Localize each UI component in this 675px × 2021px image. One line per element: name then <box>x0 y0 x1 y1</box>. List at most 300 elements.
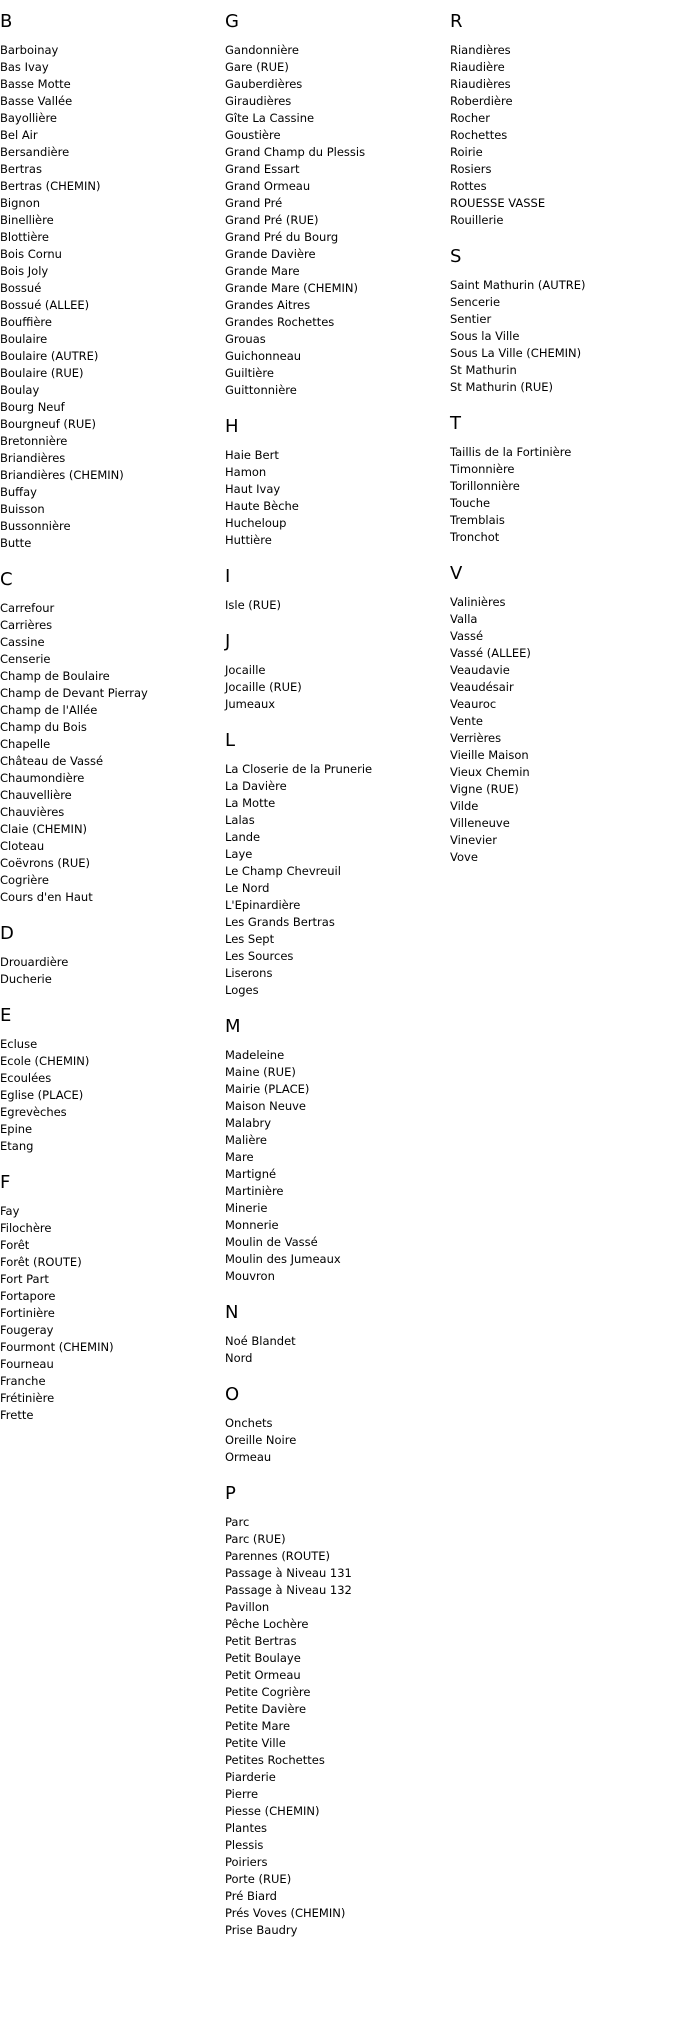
place-link[interactable]: Hucheloup <box>225 516 287 530</box>
place-link[interactable]: Valinières <box>450 595 506 609</box>
place-link[interactable]: Grande Mare (CHEMIN) <box>225 281 359 295</box>
place-link[interactable]: Bois Joly <box>0 264 49 278</box>
place-list <box>225 1333 450 1367</box>
place-link[interactable]: Piarderie <box>225 1770 276 1784</box>
list-item <box>225 93 450 110</box>
list-item <box>225 1701 450 1718</box>
list-item <box>225 931 450 948</box>
place-link[interactable]: Villeneuve <box>450 816 510 830</box>
place-link[interactable]: Bossué (ALLEE) <box>0 298 90 312</box>
place-link[interactable]: Plantes <box>225 1821 268 1835</box>
place-link[interactable]: Verrières <box>450 731 502 745</box>
place-link[interactable]: Moulin de Vassé <box>225 1235 318 1249</box>
place-link[interactable]: Petit Bertras <box>225 1634 297 1648</box>
place-link[interactable]: La Closerie de la Prunerie <box>225 762 373 776</box>
place-link[interactable]: Le Champ Chevreuil <box>225 864 341 878</box>
list-item <box>225 1888 450 1905</box>
place-link[interactable]: Eglise (PLACE) <box>0 1088 84 1102</box>
place-link[interactable]: Mouvron <box>225 1269 275 1283</box>
list-item <box>450 478 675 495</box>
place-link[interactable]: Bois Cornu <box>0 247 62 261</box>
list-item <box>0 331 225 348</box>
place-list <box>450 444 675 546</box>
place-link[interactable]: Pêche Lochère <box>225 1617 309 1631</box>
place-link[interactable]: St Mathurin (RUE) <box>450 380 554 394</box>
list-item <box>450 713 675 730</box>
letter-group <box>450 564 675 866</box>
place-link[interactable]: Jocaille <box>225 663 266 677</box>
list-item <box>225 246 450 263</box>
place-link[interactable]: Bersandière <box>0 145 70 159</box>
place-link[interactable]: Malabry <box>225 1116 272 1130</box>
place-link[interactable]: Champ de Boulaire <box>0 669 110 683</box>
letter-group <box>225 1303 450 1367</box>
place-link[interactable]: Briandières (CHEMIN) <box>0 468 124 482</box>
group-letter-heading: C <box>0 569 13 590</box>
list-item <box>225 1616 450 1633</box>
list-item <box>225 59 450 76</box>
list-item <box>0 872 225 889</box>
place-link[interactable]: Hamon <box>225 465 267 479</box>
place-link[interactable]: La Motte <box>225 796 276 810</box>
place-link[interactable]: Lalas <box>225 813 255 827</box>
place-link[interactable]: Vieille Maison <box>450 748 529 762</box>
place-link[interactable]: Buisson <box>0 502 45 516</box>
list-item <box>450 277 675 294</box>
list-item <box>450 815 675 832</box>
place-link[interactable]: Basse Motte <box>0 77 71 91</box>
place-link[interactable]: Etang <box>0 1139 34 1153</box>
place-link[interactable]: Goustière <box>225 128 281 142</box>
place-link[interactable]: Bretonnière <box>0 434 68 448</box>
place-link[interactable]: Madeleine <box>225 1048 285 1062</box>
place-link[interactable]: Gare (RUE) <box>225 60 289 74</box>
list-item <box>450 93 675 110</box>
place-link[interactable]: Franche <box>0 1374 46 1388</box>
place-link[interactable]: Petites Rochettes <box>225 1753 325 1767</box>
place-list <box>450 594 675 866</box>
list-item <box>0 161 225 178</box>
place-link[interactable]: Petit Ormeau <box>225 1668 301 1682</box>
place-link[interactable]: Coëvrons (RUE) <box>0 856 91 870</box>
list-item <box>225 314 450 331</box>
place-link[interactable]: Riaudière <box>450 60 505 74</box>
place-link[interactable]: Monnerie <box>225 1218 279 1232</box>
place-link[interactable]: Boulaire <box>0 332 48 346</box>
place-link[interactable]: Prés Voves (CHEMIN) <box>225 1906 346 1920</box>
letter-group <box>0 1173 225 1424</box>
place-link[interactable]: Vigne (RUE) <box>450 782 519 796</box>
list-item <box>225 1548 450 1565</box>
list-item <box>0 600 225 617</box>
place-link[interactable]: Liserons <box>225 966 273 980</box>
place-link[interactable]: Bignon <box>0 196 40 210</box>
place-link[interactable]: Loges <box>225 983 259 997</box>
list-item <box>225 1684 450 1701</box>
list-item <box>0 501 225 518</box>
place-link[interactable]: Boulay <box>0 383 40 397</box>
list-item <box>225 761 450 778</box>
place-link[interactable]: Riandières <box>450 43 511 57</box>
place-link[interactable]: Parc <box>225 1515 250 1529</box>
place-link[interactable]: Fourmont (CHEMIN) <box>0 1340 114 1354</box>
place-link[interactable]: Ormeau <box>225 1450 272 1464</box>
place-link[interactable]: Grandes Aitres <box>225 298 311 312</box>
list-item <box>225 1922 450 1939</box>
place-link[interactable]: Boulaire (RUE) <box>0 366 84 380</box>
list-item <box>0 1356 225 1373</box>
place-link[interactable]: Poiriers <box>225 1855 268 1869</box>
place-link[interactable]: Censerie <box>0 652 51 666</box>
place-link[interactable]: Martigné <box>225 1167 277 1181</box>
place-link[interactable]: Vove <box>450 850 478 864</box>
list-item <box>0 1203 225 1220</box>
place-link[interactable]: Forêt <box>0 1238 30 1252</box>
place-link[interactable]: Grand Pré (RUE) <box>225 213 319 227</box>
place-link[interactable]: Les Sources <box>225 949 294 963</box>
place-link[interactable]: Champ du Bois <box>0 720 87 734</box>
list-item <box>225 1905 450 1922</box>
place-link[interactable]: Fourneau <box>0 1357 54 1371</box>
place-link[interactable]: Grouas <box>225 332 266 346</box>
place-link[interactable]: Prise Baudry <box>225 1923 298 1937</box>
place-link[interactable]: Veauroc <box>450 697 497 711</box>
place-link[interactable]: Bouffière <box>0 315 52 329</box>
place-link[interactable]: Maison Neuve <box>225 1099 306 1113</box>
place-link[interactable]: Les Sept <box>225 932 275 946</box>
place-link[interactable]: Ecoulées <box>0 1071 52 1085</box>
index-column-3 <box>450 12 675 884</box>
letter-group <box>225 632 450 713</box>
place-link[interactable]: Fougeray <box>0 1323 54 1337</box>
place-link[interactable]: Claie (CHEMIN) <box>0 822 88 836</box>
list-item <box>225 597 450 614</box>
place-link[interactable]: ROUESSE VASSE <box>450 196 546 210</box>
place-link[interactable]: L'Epinardière <box>225 898 301 912</box>
list-item <box>450 679 675 696</box>
list-item <box>225 1531 450 1548</box>
list-item <box>450 512 675 529</box>
place-link[interactable]: Parennes (ROUTE) <box>225 1549 331 1563</box>
place-link[interactable]: Passage à Niveau 131 <box>225 1566 352 1580</box>
place-link[interactable]: Huttière <box>225 533 272 547</box>
list-item <box>225 42 450 59</box>
place-link[interactable]: Rocher <box>450 111 490 125</box>
place-link[interactable]: Grand Pré <box>225 196 283 210</box>
place-link[interactable]: Boulaire (AUTRE) <box>0 349 99 363</box>
place-link[interactable]: Cogrière <box>0 873 49 887</box>
letter-group <box>0 924 225 988</box>
place-link[interactable]: Bourg Neuf <box>0 400 65 414</box>
place-link[interactable]: Vieux Chemin <box>450 765 530 779</box>
group-letter-heading: I <box>225 566 231 587</box>
list-item <box>0 719 225 736</box>
place-link[interactable]: Haut Ivay <box>225 482 281 496</box>
list-item <box>450 379 675 396</box>
list-item <box>225 1633 450 1650</box>
place-link[interactable]: Gandonnière <box>225 43 299 57</box>
place-link[interactable]: Passage à Niveau 132 <box>225 1583 352 1597</box>
list-item <box>225 1854 450 1871</box>
place-link[interactable]: Barboinay <box>0 43 59 57</box>
place-link[interactable]: Haute Bèche <box>225 499 299 513</box>
list-item <box>0 433 225 450</box>
list-item <box>225 778 450 795</box>
place-list <box>225 447 450 549</box>
place-link[interactable]: Mare <box>225 1150 254 1164</box>
place-link[interactable]: Frétinière <box>0 1391 55 1405</box>
place-link[interactable]: Guiltière <box>225 366 274 380</box>
place-link[interactable]: Butte <box>0 536 32 550</box>
place-link[interactable]: Piesse (CHEMIN) <box>225 1804 320 1818</box>
place-link[interactable]: Minerie <box>225 1201 268 1215</box>
place-link[interactable]: Blottière <box>0 230 49 244</box>
place-link[interactable]: Rosiers <box>450 162 492 176</box>
place-link[interactable]: Grand Champ du Plessis <box>225 145 366 159</box>
list-item <box>0 1138 225 1155</box>
place-link[interactable]: Grand Ormeau <box>225 179 311 193</box>
place-link[interactable]: Petite Davière <box>225 1702 307 1716</box>
place-link[interactable]: Martinière <box>225 1184 284 1198</box>
place-link[interactable]: Gîte La Cassine <box>225 111 315 125</box>
list-item <box>0 1070 225 1087</box>
list-item <box>450 59 675 76</box>
place-link[interactable]: Vilde <box>450 799 479 813</box>
place-link[interactable]: Parc (RUE) <box>225 1532 286 1546</box>
list-item <box>0 1305 225 1322</box>
place-link[interactable]: Chaumondière <box>0 771 85 785</box>
place-link[interactable]: Briandières <box>0 451 66 465</box>
place-link[interactable]: Rottes <box>450 179 487 193</box>
place-link[interactable]: Vassé <box>450 629 484 643</box>
list-item <box>0 382 225 399</box>
place-link[interactable]: Binellière <box>0 213 54 227</box>
place-link[interactable]: Sencerie <box>450 295 501 309</box>
place-list <box>450 277 675 396</box>
list-item <box>450 345 675 362</box>
list-item <box>225 348 450 365</box>
place-link[interactable]: Fortinière <box>0 1306 55 1320</box>
list-item <box>225 812 450 829</box>
place-link[interactable]: Pré Biard <box>225 1889 277 1903</box>
place-link[interactable]: Plessis <box>225 1838 264 1852</box>
list-item <box>0 127 225 144</box>
place-link[interactable]: Le Nord <box>225 881 270 895</box>
place-link[interactable]: Porte (RUE) <box>225 1872 292 1886</box>
place-link[interactable]: Onchets <box>225 1416 273 1430</box>
place-link[interactable]: Malière <box>225 1133 267 1147</box>
place-link[interactable]: Grande Davière <box>225 247 316 261</box>
list-item <box>0 971 225 988</box>
place-link[interactable]: Forêt (ROUTE) <box>0 1255 82 1269</box>
place-link[interactable]: Fortapore <box>0 1289 56 1303</box>
list-item <box>450 110 675 127</box>
place-link[interactable]: Filochère <box>0 1221 52 1235</box>
list-item <box>225 1098 450 1115</box>
place-link[interactable]: Bussonnière <box>0 519 71 533</box>
place-link[interactable]: Champ de Devant Pierray <box>0 686 148 700</box>
place-link[interactable]: Carrières <box>0 618 53 632</box>
place-link[interactable]: Grand Pré du Bourg <box>225 230 339 244</box>
list-item <box>225 515 450 532</box>
place-link[interactable]: Chapelle <box>0 737 51 751</box>
place-link[interactable]: Timonnière <box>450 462 515 476</box>
list-item <box>450 628 675 645</box>
list-item <box>225 178 450 195</box>
place-link[interactable]: Bourgneuf (RUE) <box>0 417 97 431</box>
list-item <box>225 1183 450 1200</box>
place-link[interactable]: Champ de l'Allée <box>0 703 98 717</box>
list-item <box>225 982 450 999</box>
list-item <box>225 481 450 498</box>
place-link[interactable]: Grand Essart <box>225 162 300 176</box>
place-link[interactable]: Jumeaux <box>225 697 276 711</box>
place-link[interactable]: Tremblais <box>450 513 505 527</box>
place-list <box>0 1036 225 1155</box>
list-item <box>0 1390 225 1407</box>
place-list <box>0 954 225 988</box>
place-link[interactable]: Bayollière <box>0 111 57 125</box>
place-link[interactable]: Egrevèches <box>0 1105 67 1119</box>
list-item <box>0 1271 225 1288</box>
list-item <box>225 144 450 161</box>
place-link[interactable]: Ecole (CHEMIN) <box>0 1054 90 1068</box>
place-link[interactable]: Petite Cogrière <box>225 1685 311 1699</box>
place-link[interactable]: Epine <box>0 1122 33 1136</box>
place-link[interactable]: Pierre <box>225 1787 259 1801</box>
place-link[interactable]: Fay <box>0 1204 20 1218</box>
place-link[interactable]: Roirie <box>450 145 483 159</box>
place-link[interactable]: Moulin des Jumeaux <box>225 1252 341 1266</box>
place-link[interactable]: Tronchot <box>450 530 500 544</box>
place-link[interactable]: Haie Bert <box>225 448 279 462</box>
place-link[interactable]: Bertras <box>0 162 42 176</box>
place-link[interactable]: Touche <box>450 496 491 510</box>
place-link[interactable]: Laye <box>225 847 253 861</box>
place-link[interactable]: Roberdière <box>450 94 513 108</box>
place-link[interactable]: Gauberdières <box>225 77 303 91</box>
place-link[interactable]: Rochettes <box>450 128 508 142</box>
list-item <box>225 1735 450 1752</box>
place-link[interactable]: Guichonneau <box>225 349 302 363</box>
place-link[interactable]: La Davière <box>225 779 287 793</box>
place-link[interactable]: Oreille Noire <box>225 1433 297 1447</box>
list-item <box>450 127 675 144</box>
place-link[interactable]: Veaudésair <box>450 680 514 694</box>
place-link[interactable]: Noé Blandet <box>225 1334 296 1348</box>
list-item <box>0 229 225 246</box>
place-link[interactable]: Cours d'en Haut <box>0 890 93 904</box>
list-item <box>225 1115 450 1132</box>
place-link[interactable]: Valla <box>450 612 478 626</box>
place-link[interactable]: Rouillerie <box>450 213 504 227</box>
group-letter-heading: B <box>0 11 13 32</box>
place-link[interactable]: Sous la Ville <box>450 329 520 343</box>
place-link[interactable]: Bas Ivay <box>0 60 49 74</box>
group-letter-heading: L <box>225 730 236 751</box>
place-link[interactable]: Taillis de la Fortinière <box>450 445 572 459</box>
place-link[interactable]: Veaudavie <box>450 663 510 677</box>
place-link[interactable]: Les Grands Bertras <box>225 915 335 929</box>
list-item <box>0 178 225 195</box>
place-list <box>450 42 675 229</box>
list-item <box>0 144 225 161</box>
place-link[interactable]: Torillonnière <box>450 479 520 493</box>
place-link[interactable]: Cassine <box>0 635 45 649</box>
place-link[interactable]: Bossué <box>0 281 42 295</box>
list-item <box>0 1036 225 1053</box>
list-item <box>0 1053 225 1070</box>
place-link[interactable]: Vente <box>450 714 483 728</box>
list-item <box>0 314 225 331</box>
place-link[interactable]: Jocaille (RUE) <box>225 680 302 694</box>
place-link[interactable]: Pavillon <box>225 1600 270 1614</box>
place-link[interactable]: Maine (RUE) <box>225 1065 296 1079</box>
place-link[interactable]: Sous La Ville (CHEMIN) <box>450 346 582 360</box>
list-item <box>450 832 675 849</box>
place-link[interactable]: Ducherie <box>0 972 52 986</box>
list-item <box>0 280 225 297</box>
letter-group <box>225 567 450 614</box>
place-link[interactable]: Guittonnière <box>225 383 297 397</box>
list-item <box>450 798 675 815</box>
place-link[interactable]: Mairie (PLACE) <box>225 1082 310 1096</box>
place-link[interactable]: Sentier <box>450 312 492 326</box>
place-link[interactable]: Frette <box>0 1408 34 1422</box>
place-link[interactable]: Basse Vallée <box>0 94 73 108</box>
list-item <box>0 59 225 76</box>
place-link[interactable]: Ecluse <box>0 1037 38 1051</box>
place-link[interactable]: St Mathurin <box>450 363 517 377</box>
place-link[interactable]: Drouardière <box>0 955 69 969</box>
place-link[interactable]: Petite Ville <box>225 1736 286 1750</box>
place-link[interactable]: Château de Vassé <box>0 754 104 768</box>
letter-group <box>225 12 450 399</box>
list-item <box>225 1449 450 1466</box>
place-link[interactable]: Grandes Rochettes <box>225 315 335 329</box>
place-link[interactable]: Petite Mare <box>225 1719 291 1733</box>
place-link[interactable]: Chauvellière <box>0 788 72 802</box>
place-link[interactable]: Fort Part <box>0 1272 49 1286</box>
place-link[interactable]: Buffay <box>0 485 37 499</box>
group-letter-heading: R <box>450 11 463 32</box>
place-link[interactable]: Lande <box>225 830 261 844</box>
place-link[interactable]: Vassé (ALLEE) <box>450 646 531 660</box>
place-link[interactable]: Petit Boulaye <box>225 1651 301 1665</box>
place-link[interactable]: Isle (RUE) <box>225 598 281 612</box>
list-item <box>450 294 675 311</box>
list-item <box>0 535 225 552</box>
group-letter-heading: D <box>0 923 14 944</box>
place-link[interactable]: Cloteau <box>0 839 45 853</box>
place-link[interactable]: Chauvières <box>0 805 65 819</box>
place-link[interactable]: Bel Air <box>0 128 38 142</box>
place-link[interactable]: Riaudières <box>450 77 511 91</box>
index-column-1 <box>0 12 225 1442</box>
list-item <box>450 444 675 461</box>
place-link[interactable]: Nord <box>225 1351 253 1365</box>
place-link[interactable]: Saint Mathurin (AUTRE) <box>450 278 586 292</box>
place-link[interactable]: Vinevier <box>450 833 497 847</box>
place-link[interactable]: Carrefour <box>0 601 55 615</box>
list-item <box>225 1333 450 1350</box>
place-link[interactable]: Giraudières <box>225 94 292 108</box>
list-item <box>0 212 225 229</box>
place-link[interactable]: Grande Mare <box>225 264 300 278</box>
letter-group <box>450 12 675 229</box>
list-item <box>225 1081 450 1098</box>
place-link[interactable]: Bertras (CHEMIN) <box>0 179 101 193</box>
